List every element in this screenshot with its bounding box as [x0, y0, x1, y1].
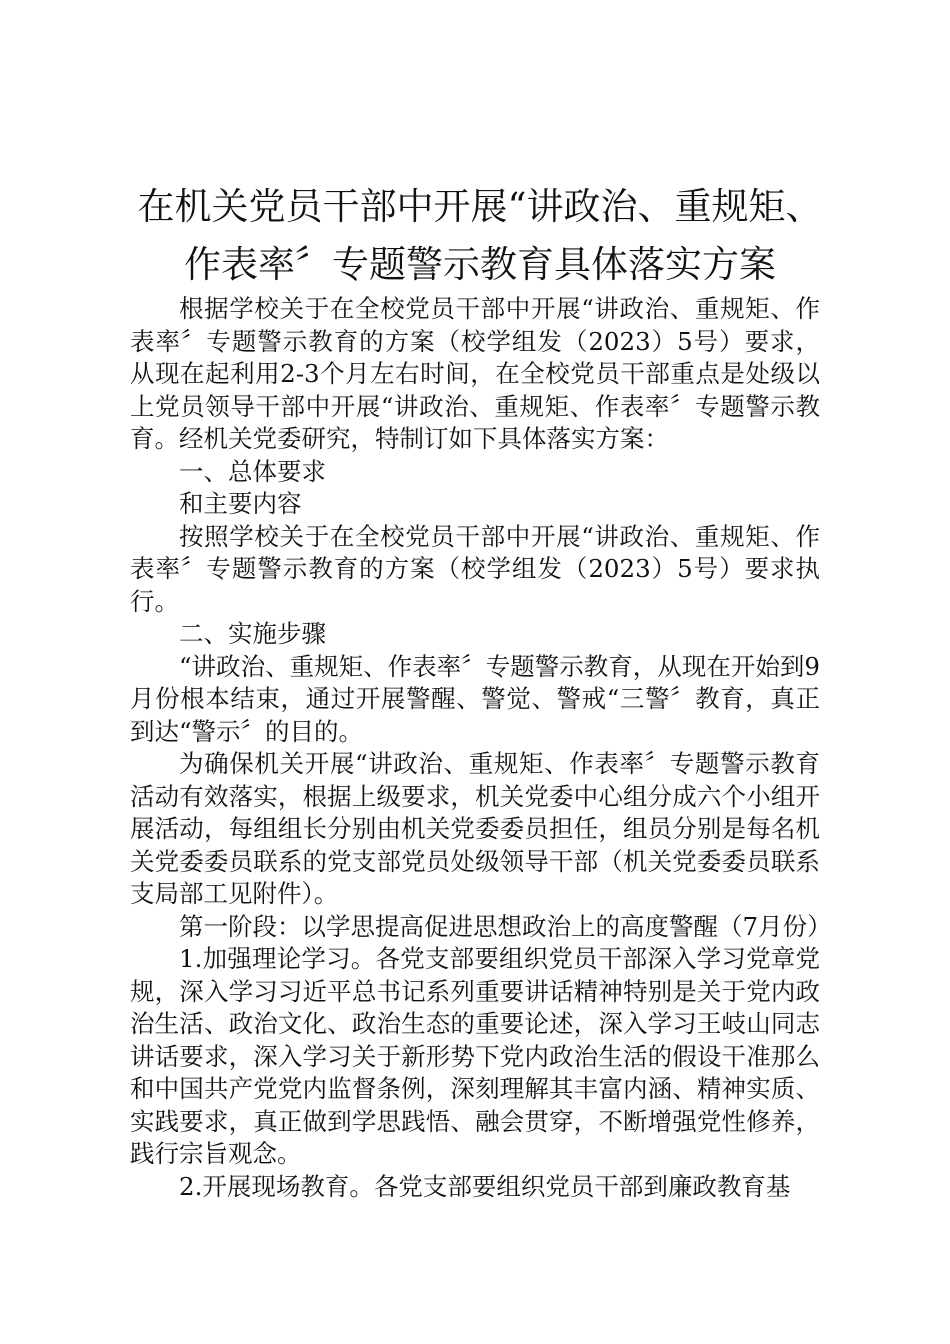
document-title: 在机关党员干部中开展“讲政治、重规矩、作表率〞专题警示教育具体落实方案 — [137, 185, 823, 286]
section-heading-implementation-steps: 二、实施步骤 — [179, 619, 326, 648]
section-subheading-main-content: 和主要内容 — [179, 489, 302, 518]
document-body — [130, 293, 832, 1203]
paragraph-groups: 为确保机关开展“讲政治、重规矩、作表率〞专题警示教育活动有效落实，根据上级要求，机关党委中心组分成六个小组开展活动，每组组长分别由机关党委委员担任，组员分别是每名机关党委委员联系的党支部党员处级领导干部（机关党委委员联系支局部工见附件）。 — [130, 749, 820, 908]
paragraph-intro: 根据学校关于在全校党员干部中开展“讲政治、重规矩、作表率〞专题警示教育的方案（校学组发（2023）5号）要求，从现在起利用2-3个月左右时间，在全校党员干部重点是处级以上党员领导干部中开展“讲政治、重规矩、作表率〞专题警示教育。经机关党委研究，特制订如下具体落实方案： — [130, 294, 820, 453]
phase-one-heading: 第一阶段：以学思提高促进思想政治上的高度警醒（7月份） — [179, 911, 832, 941]
section-heading-general-requirements: 一、总体要求 — [179, 456, 326, 486]
paragraph-onsite-education: 2.开展现场教育。各党支部要组织党员干部到廉政教育基 — [179, 1171, 791, 1201]
paragraph-theory-study: 1.加强理论学习。各党支部要组织党员干部深入学习党章党规，深入学习习近平总书记系列重要讲话精神特别是关于党内政治生活、政治文化、政治生态的重要论述，深入学习王岐山同志讲话要求，深入学习关于新形势下党内政治生活的假设干准那么和中国共产党党内监督条例，深刻理解其丰富内涵、精神实质、实践要求，真正做到学思践悟、融会贯穿，不断增强党性修养，践行宗旨观念。 — [130, 944, 820, 1168]
paragraph-execution: 按照学校关于在全校党员干部中开展“讲政治、重规矩、作表率〞专题警示教育的方案（校学组发（2023）5号）要求执行。 — [130, 521, 820, 616]
paragraph-schedule: “讲政治、重规矩、作表率〞专题警示教育，从现在开始到9月份根本结束，通过开展警醒、警觉、警戒“三警〞教育，真正到达“警示〞的目的。 — [130, 651, 820, 746]
